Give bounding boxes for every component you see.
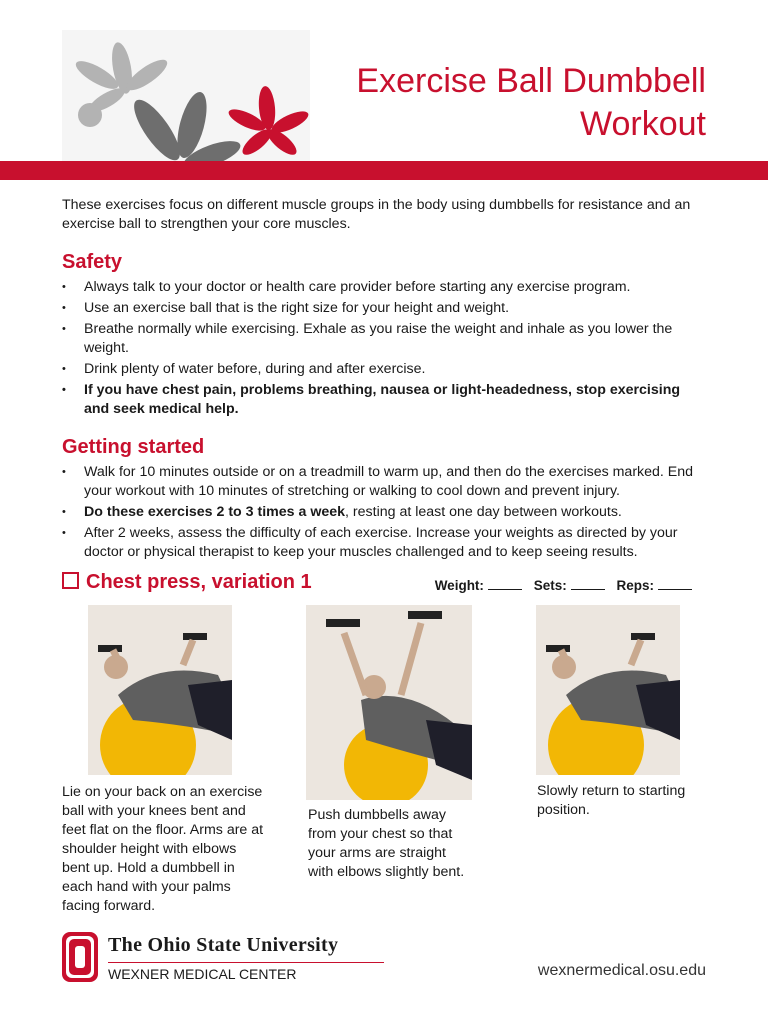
list-item-warning: • If you have chest pain, problems breathing, nausea or light-headedness, stop exercising and seek medical help. xyxy=(62,381,708,419)
step-caption-1: Lie on your back on an exercise ball with your knees bent and feet flat on the floor. Arms are at shoulder height with elbows bent up. Hold a dumbbell in each hand with your palms facing forward. xyxy=(62,784,264,914)
header-band xyxy=(0,161,768,180)
list-item: • Breathe normally while exercising. Exhale as you raise the weight and inhale as you lower the weight. xyxy=(62,320,708,358)
main-content xyxy=(62,196,708,564)
person-on-ball-icon xyxy=(536,605,680,775)
frequency-bold-text: Do these exercises 2 to 3 times a week xyxy=(84,504,346,520)
sets-blank[interactable] xyxy=(571,577,605,590)
exercise-title xyxy=(62,571,312,594)
reps-blank[interactable] xyxy=(658,577,692,590)
weight-blank[interactable] xyxy=(488,577,522,590)
exercise-title-text: Chest press, variation 1 xyxy=(86,571,312,593)
getting-started-list xyxy=(62,463,708,562)
exercise-photo-return xyxy=(536,605,680,775)
reps-label: Reps: xyxy=(616,578,654,593)
title-line-2: Workout xyxy=(580,105,706,143)
exercise-photo-start xyxy=(88,605,232,775)
weight-label: Weight: xyxy=(434,578,484,593)
step-caption-3: Slowly return to starting position. xyxy=(537,783,686,818)
intro-text: These exercises focus on different muscle groups in the body using dumbbells for resistance and an exercise ball to strengthen your core muscles. xyxy=(62,197,691,232)
person-on-ball-icon xyxy=(306,605,472,800)
list-item: • After 2 weeks, assess the difficulty of each exercise. Increase your weights as directed by your doctor or physical therapist to keep your muscles challenged and to keep seeing results. xyxy=(62,524,708,562)
medical-center-name: WEXNER MEDICAL CENTER xyxy=(108,966,297,982)
getting-started-heading: Getting started xyxy=(62,436,205,458)
frequency-rest-text: , resting at least one day between workouts. xyxy=(345,504,622,520)
page-title xyxy=(356,60,706,146)
list-item: • Always talk to your doctor or health care provider before starting any exercise program. xyxy=(62,278,708,297)
list-item xyxy=(62,503,708,522)
title-line-1: Exercise Ball Dumbbell xyxy=(356,62,706,100)
safety-list xyxy=(62,278,708,419)
person-on-ball-icon xyxy=(88,605,232,775)
website-link[interactable]: wexnermedical.osu.edu xyxy=(537,962,706,979)
list-item: • Walk for 10 minutes outside or on a treadmill to warm up, and then do the exercises marked. End your workout with 10 minutes of stretching or walking to cool down and prevent injury. xyxy=(62,463,708,501)
header-leaf-art xyxy=(62,30,310,170)
list-item: • Drink plenty of water before, during and after exercise. xyxy=(62,360,708,379)
sets-label: Sets: xyxy=(533,578,567,593)
exercise-header xyxy=(62,571,708,599)
university-name: The Ohio State University xyxy=(108,934,339,956)
exercise-photo-push xyxy=(306,605,472,800)
buckeye-leaf-icon xyxy=(62,30,310,170)
step-caption-2: Push dumbbells away from your chest so that your arms are straight with elbows slightly bent. xyxy=(308,807,465,880)
exercise-checkbox[interactable] xyxy=(62,572,79,589)
logo-divider xyxy=(108,962,384,963)
safety-heading: Safety xyxy=(62,251,123,273)
exercise-tracking xyxy=(435,577,700,593)
block-o-icon xyxy=(62,932,98,982)
list-item: • Use an exercise ball that is the right size for your height and weight. xyxy=(62,299,708,318)
